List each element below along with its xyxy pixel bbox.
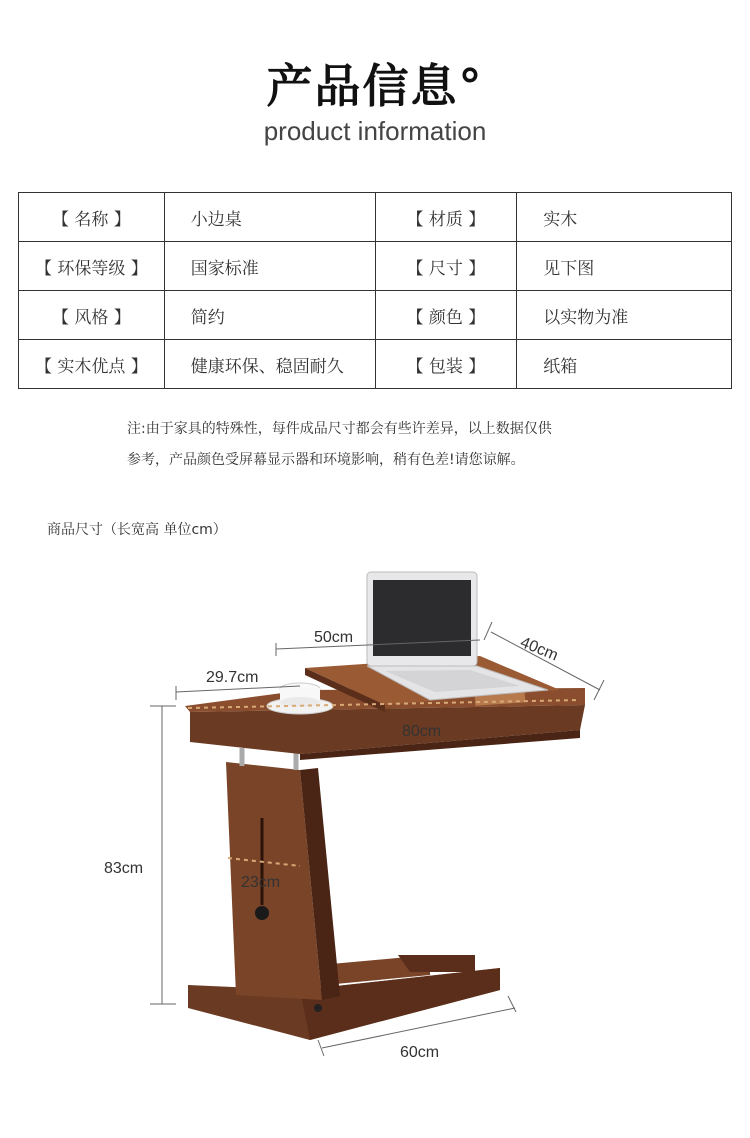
- product-dimension-illustration: [0, 540, 750, 1138]
- page-subtitle: product information: [263, 116, 487, 146]
- packaging-value: 纸箱: [517, 340, 732, 389]
- dimensions-label: 商品尺寸（长宽高 单位cm）: [47, 522, 227, 538]
- eco-grade-value: 国家标准: [164, 242, 375, 291]
- laptop-icon: [367, 572, 548, 700]
- size-key: 【 尺寸 】: [375, 242, 517, 291]
- dim-top-width: 50cm: [314, 629, 354, 646]
- table-base: [188, 955, 500, 1040]
- name-key: 【 名称 】: [19, 193, 165, 242]
- dim-base-length: 60cm: [400, 1044, 440, 1061]
- dim-length: 80cm: [402, 723, 442, 740]
- packaging-key: 【 包装 】: [375, 340, 517, 389]
- dim-column-width: 23cm: [241, 874, 281, 891]
- dim-top-depth: 29.7cm: [206, 669, 259, 686]
- page-title: 产品信息°: [266, 59, 484, 113]
- table-row: [19, 340, 732, 389]
- material-key: 【 材质 】: [375, 193, 517, 242]
- name-value: 小边桌: [164, 193, 375, 242]
- dim-height: 83cm: [104, 860, 144, 877]
- note-line-2: 参考，产品颜色受屏幕显示器和环境影响，稍有色差!请您谅解。: [127, 452, 525, 468]
- product-info-table: [18, 192, 732, 389]
- style-key: 【 风格 】: [19, 291, 165, 340]
- dim-top-right-depth: 40cm: [517, 634, 561, 665]
- material-value: 实木: [517, 193, 732, 242]
- table-row: [19, 242, 732, 291]
- color-key: 【 颜色 】: [375, 291, 517, 340]
- table-row: [19, 291, 732, 340]
- color-value: 以实物为准: [517, 291, 732, 340]
- style-value: 简约: [164, 291, 375, 340]
- size-value: 见下图: [517, 242, 732, 291]
- note-line-1: 注:由于家具的特殊性，每件成品尺寸都会有些许差异，以上数据仅供: [127, 421, 552, 437]
- wood-advantage-value: 健康环保、稳固耐久: [164, 340, 375, 389]
- table-row: [19, 193, 732, 242]
- wood-advantage-key: 【 实木优点 】: [19, 340, 165, 389]
- eco-grade-key: 【 环保等级 】: [19, 242, 165, 291]
- disclaimer-note: [127, 414, 647, 476]
